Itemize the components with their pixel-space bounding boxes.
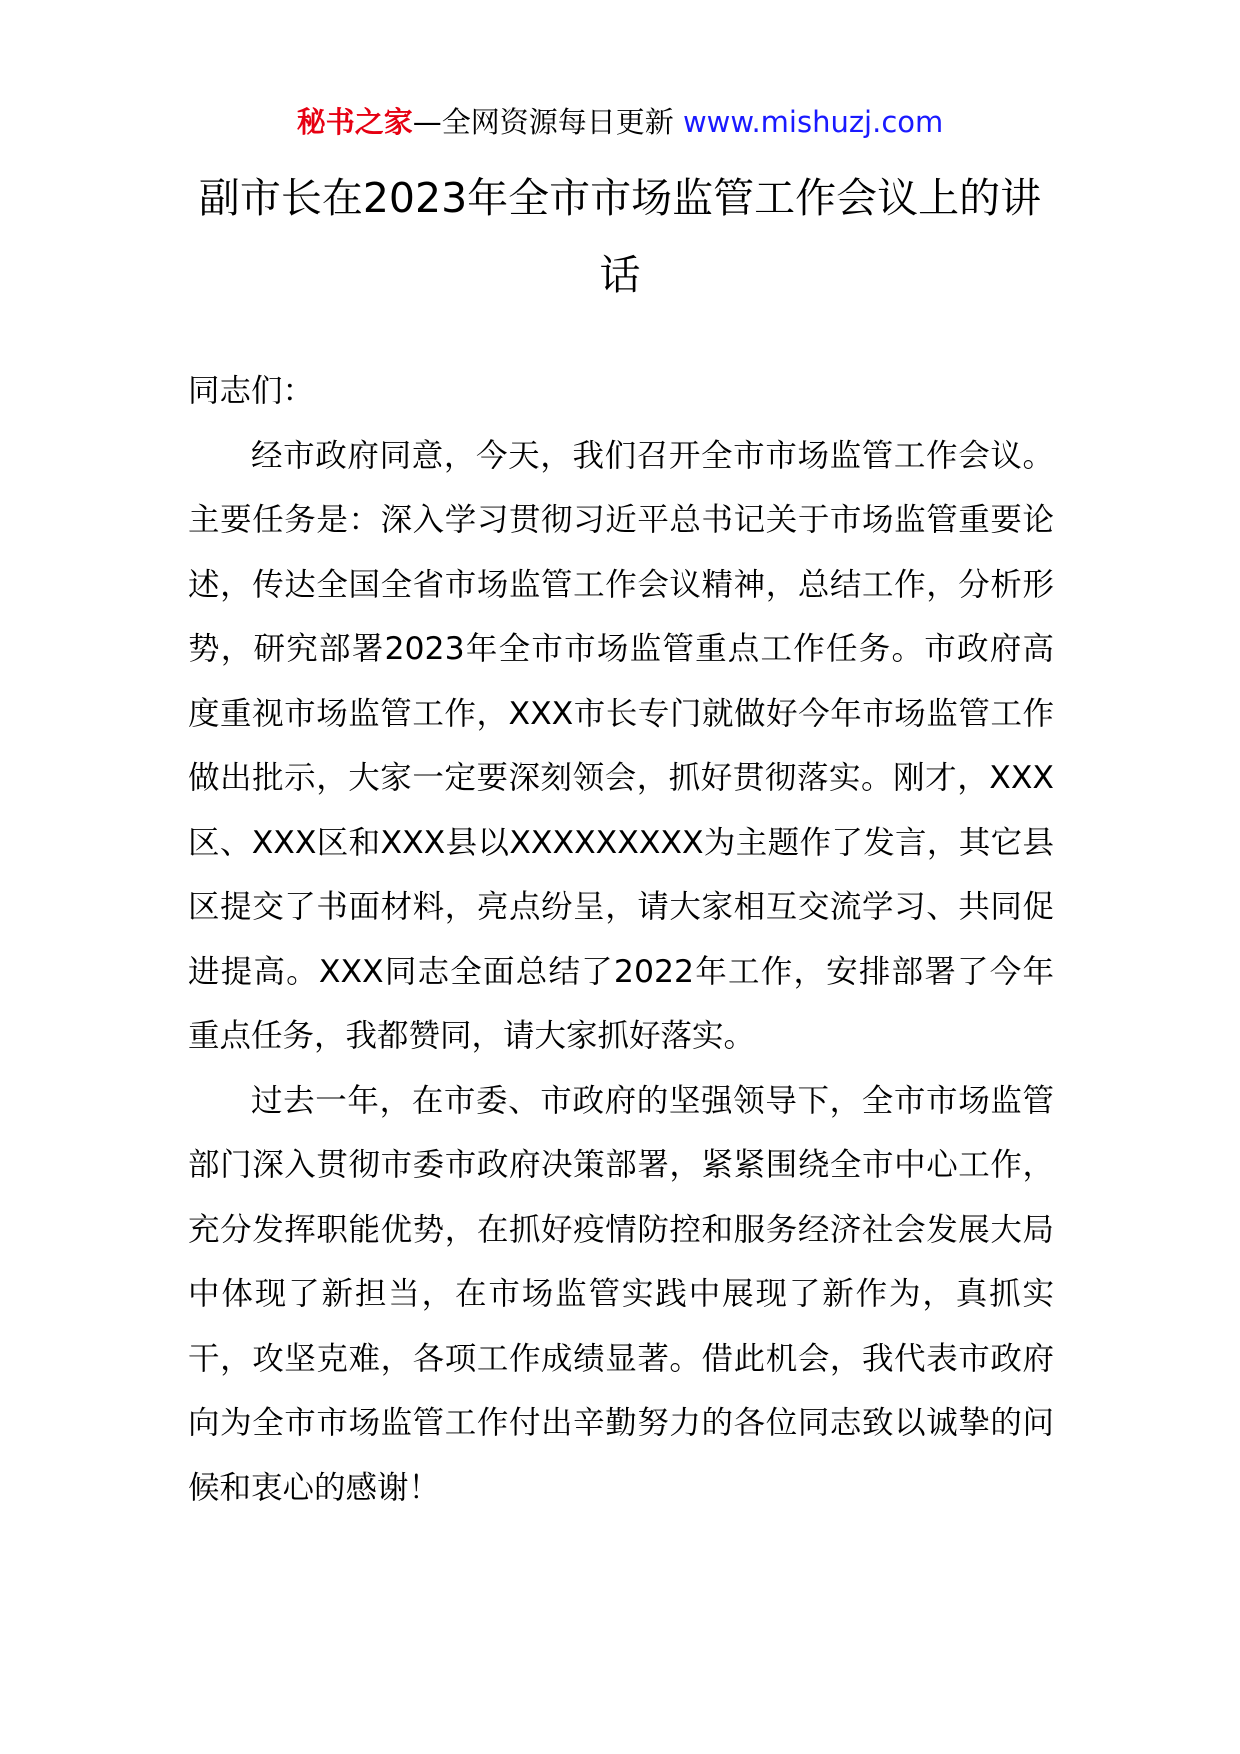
- paragraph-2: 过去一年，在市委、市政府的坚强领导下，全市市场监管部门深入贯彻市委市政府决策部署，紧紧围绕全市中心工作，充分发挥职能优势，在抓好疫情防控和服务经济社会发展大局中体现了新担当，在市场监管实践中展现了新作为，真抓实干，攻坚克难，各项工作成绩显著。借此机会，我代表市政府向为全市市场监管工作付出辛勤努力的各位同志致以诚挚的问候和衷心的感谢！: [188, 1082, 1054, 1506]
- brand-name: 秘书之家: [296, 105, 413, 139]
- paragraph-1: 经市政府同意，今天，我们召开全市市场监管工作会议。主要任务是：深入学习贯彻习近平总书记关于市场监管重要论述，传达全国全省市场监管工作会议精神，总结工作，分析形势，研究部署2023年全市市场监管重点工作任务。市政府高度重视市场监管工作，XXX市长专门就做好今年市场监管工作做出批示，大家一定要深刻领会，抓好贯彻落实。刚才，XXX区、XXX区和XXX县以XXXXXXXXX为主题作了发言，其它县区提交了书面材料，亮点纷呈，请大家相互交流学习、共同促进提高。XXX同志全面总结了2022年工作，安排部署了今年重点任务，我都赞同，请大家抓好落实。: [188, 437, 1054, 1054]
- document-body: [188, 359, 1054, 1520]
- salutation: 同志们：: [188, 373, 315, 409]
- site-url-link[interactable]: www.mishuzj.com: [673, 105, 944, 139]
- document-title: 副市长在2023年全市市场监管工作会议上的讲话: [198, 174, 1042, 299]
- header-slogan: —全网资源每日更新: [412, 105, 674, 139]
- site-header: [0, 100, 1240, 144]
